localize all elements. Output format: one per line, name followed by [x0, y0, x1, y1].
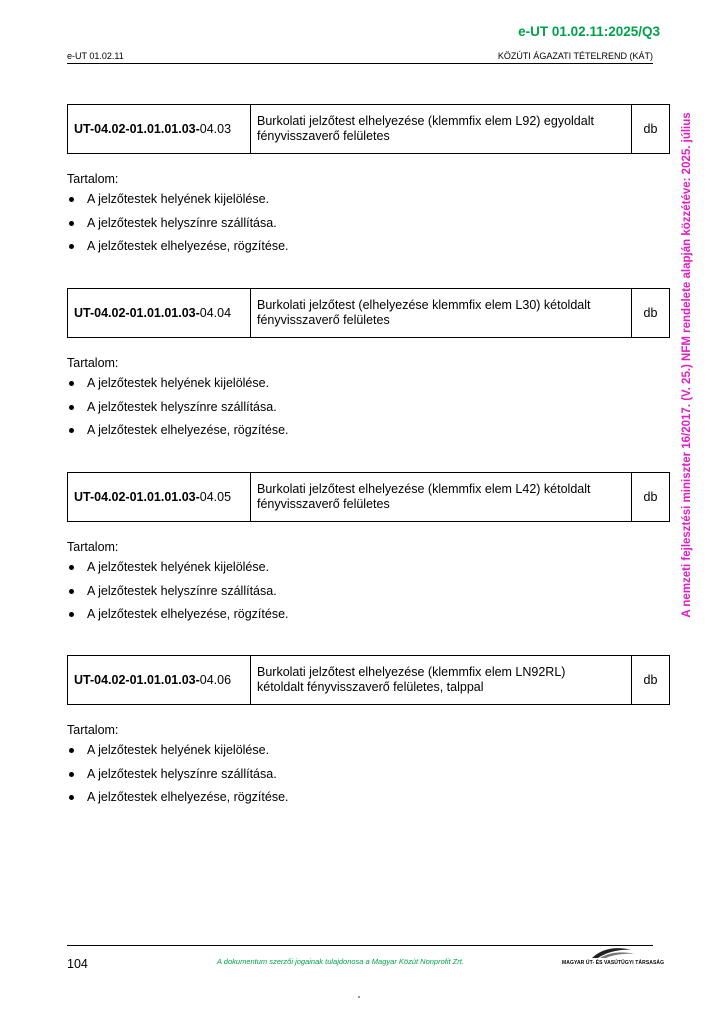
- item-code-bold: UT-04.02-01.01.01.03-: [74, 673, 200, 687]
- item-code: [68, 289, 251, 338]
- content-list: [67, 376, 670, 447]
- item-block: [67, 104, 670, 263]
- item-code-bold: UT-04.02-01.01.01.03-: [74, 122, 200, 136]
- sidebar-publication-note: A nemzeti fejlesztési miniszter 16/2017. (V. 25.) NFM rendelete alapján közzétéve: 2025. július: [681, 112, 693, 618]
- item-block: [67, 472, 670, 631]
- item-unit: db: [632, 473, 670, 522]
- item-table: [67, 655, 670, 705]
- content-list: [67, 560, 670, 631]
- item-block: [67, 655, 670, 814]
- road-swoosh-icon: [562, 946, 654, 960]
- content-label: Tartalom:: [67, 172, 119, 186]
- header-left: e-UT 01.02.11: [67, 51, 124, 61]
- item-code-bold: UT-04.02-01.01.01.03-: [74, 490, 200, 504]
- list-item: A jelzőtestek elhelyezése, rögzítése.: [67, 423, 670, 447]
- content-label: Tartalom:: [67, 723, 119, 737]
- document-code: e-UT 01.02.11:2025/Q3: [518, 24, 660, 39]
- list-item: A jelzőtestek helyszínre szállítása.: [67, 216, 670, 240]
- list-item: A jelzőtestek helyének kijelölése.: [67, 743, 670, 767]
- list-item: A jelzőtestek helyszínre szállítása.: [67, 584, 670, 608]
- item-description-line: fényvisszaverő felületes: [257, 129, 390, 143]
- list-item: A jelzőtestek helyének kijelölése.: [67, 376, 670, 400]
- item-code-suffix: 04.03: [199, 122, 232, 136]
- item-description: [251, 473, 632, 522]
- scan-dot: [358, 996, 360, 998]
- item-code: [68, 105, 251, 154]
- item-description: [251, 105, 632, 154]
- item-description-line: kétoldalt fényvisszaverő felületes, talppal: [257, 680, 484, 694]
- item-code-suffix: 04.06: [199, 673, 232, 687]
- item-table: [67, 104, 670, 154]
- list-item: A jelzőtestek elhelyezése, rögzítése.: [67, 239, 670, 263]
- item-code: [68, 473, 251, 522]
- item-table: [67, 288, 670, 338]
- list-item: A jelzőtestek helyének kijelölése.: [67, 192, 670, 216]
- header-right: KÖZÚTI ÁGAZATI TÉTELREND (KÁT): [497, 51, 653, 61]
- list-item: A jelzőtestek helyének kijelölése.: [67, 560, 670, 584]
- item-unit: db: [632, 105, 670, 154]
- content-list: [67, 192, 670, 263]
- list-item: A jelzőtestek helyszínre szállítása.: [67, 767, 670, 791]
- list-item: A jelzőtestek elhelyezése, rögzítése.: [67, 607, 670, 631]
- item-description-line: Burkolati jelzőtest elhelyezése (klemmfix elem L92) egyoldalt: [257, 114, 594, 128]
- item-description-line: fényvisszaverő felületes: [257, 313, 390, 327]
- list-item: A jelzőtestek elhelyezése, rögzítése.: [67, 790, 670, 814]
- content-label: Tartalom:: [67, 356, 119, 370]
- item-code-bold: UT-04.02-01.01.01.03-: [74, 306, 200, 320]
- item-code: [68, 656, 251, 705]
- item-unit: db: [632, 656, 670, 705]
- header-divider: [67, 63, 653, 64]
- item-code-suffix: 04.05: [199, 490, 232, 504]
- item-description-line: Burkolati jelzőtest elhelyezése (klemmfix elem LN92RL): [257, 665, 566, 679]
- list-item: A jelzőtestek helyszínre szállítása.: [67, 400, 670, 424]
- item-block: [67, 288, 670, 447]
- item-description: [251, 289, 632, 338]
- content-list: [67, 743, 670, 814]
- item-code-suffix: 04.04: [199, 306, 232, 320]
- logo-text: MAGYAR ÚT- ÉS VASÚTÜGYI TÁRSASÁG: [562, 960, 665, 966]
- item-description-line: Burkolati jelzőtest (elhelyezése klemmfix elem L30) kétoldalt: [257, 298, 591, 312]
- content-label: Tartalom:: [67, 540, 119, 554]
- item-table: [67, 472, 670, 522]
- item-description-line: fényvisszaverő felületes: [257, 497, 390, 511]
- item-description-line: Burkolati jelzőtest elhelyezése (klemmfix elem L42) kétoldalt: [257, 482, 591, 496]
- item-description: [251, 656, 632, 705]
- item-unit: db: [632, 289, 670, 338]
- organization-logo: [562, 946, 665, 970]
- page-number: 104: [67, 957, 88, 971]
- copyright-notice: A dokumentum szerzői jogainak tulajdonosa a Magyar Közút Nonprofit Zrt.: [217, 957, 464, 966]
